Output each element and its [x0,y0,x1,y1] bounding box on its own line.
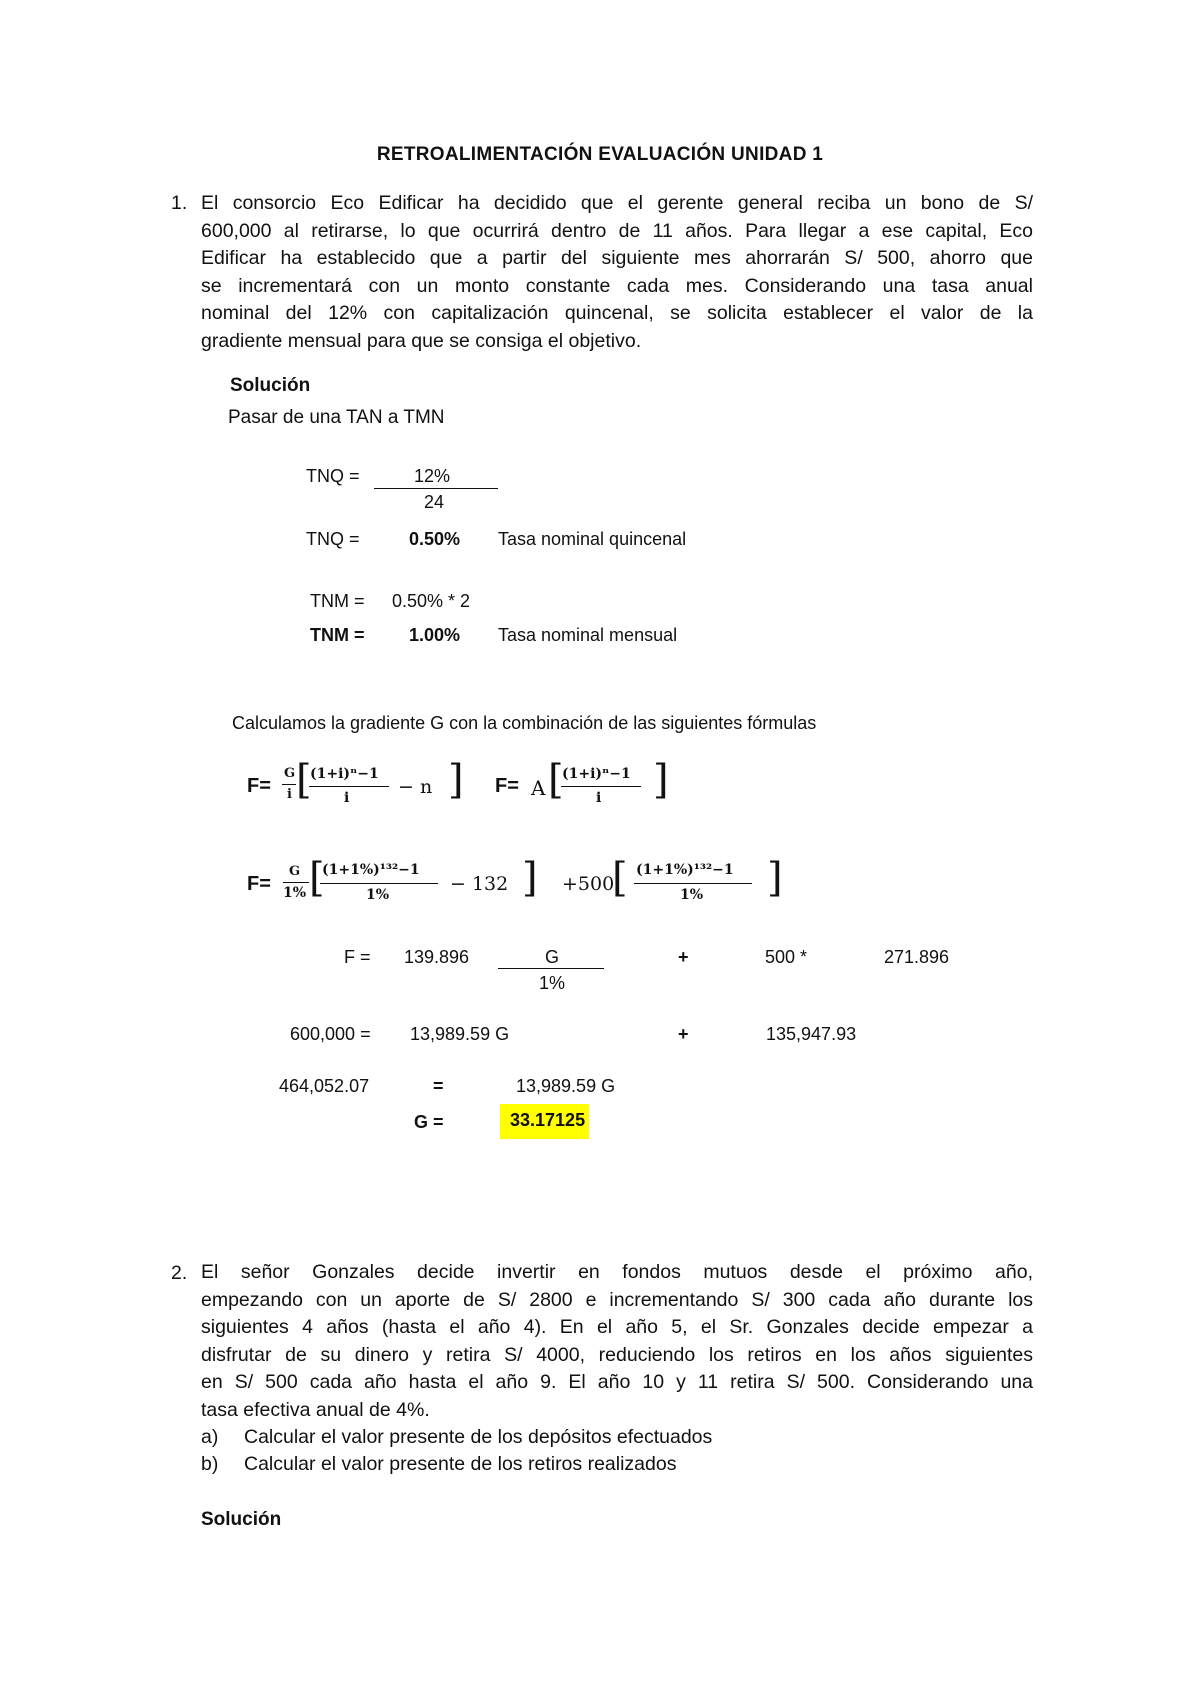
tnq-label: TNQ = [306,466,360,486]
formula-i-den: i [344,790,350,806]
formula2-num: (1+1%)¹³²−1 [322,862,420,878]
question-1-number: 1. [171,192,188,214]
question-2-number: 2. [171,1262,188,1284]
q1-line: Edificar ha establecido que a partir del siguiente mes ahorrarán S/ 500, ahorro que [201,247,1033,269]
solution-1-heading: Solución [230,375,311,396]
q1-line: se incrementará con un monto constante cada mes. Considerando una tasa anual [201,274,1033,297]
formula-minus-n: − n [398,776,433,798]
row3-rhs: 13,989.59 G [516,1076,616,1096]
formula2-minus: − 132 [450,873,509,895]
q2-line: tasa efectiva anual de 4%. [201,1398,430,1421]
row1-g: G [545,947,560,967]
formula-num: (1+i)ⁿ−1 [310,766,379,782]
tnq-denominator: 24 [424,492,445,512]
formula2-bracket-close: ] [653,757,669,803]
tnm2-value: 1.00% [409,625,461,645]
formula2-num-line-b [634,883,752,884]
formula2-g-line [283,882,309,883]
tnq2-label: TNQ = [306,529,360,549]
q1-line: gradiente mensual para que se consiga el objetivo. [201,329,642,352]
formula2-plus500: +500 [562,873,615,895]
formula2-bracket-open: [ [548,757,564,803]
formula2-inner-den-b: 1% [680,887,704,903]
formula-bracket-open: [ [296,757,312,803]
row1-pct: 1% [539,973,566,993]
row3-lhs: 464,052.07 [279,1076,370,1096]
q2-item-a-text: Calcular el valor presente de los depósitos efectuados [244,1426,713,1448]
row4-lhs: G = [414,1112,444,1132]
q2-item-a-label: a) [201,1426,219,1448]
formula4-bracket-close: ] [767,855,783,901]
formula-g-line [282,784,296,785]
tnm-label: TNM = [310,591,365,611]
page-title: RETROALIMENTACIÓN EVALUACIÓN UNIDAD 1 [376,144,824,165]
row1-f: F = [344,947,371,967]
formula2-g: G [289,864,301,879]
formula-num-line [309,786,389,787]
row1-value: 139.896 [404,947,470,967]
q1-line: nominal del 12% con capitalización quincenal, se solicita establecer el valor de la [201,302,1033,324]
formula4-bracket-open: [ [612,855,628,901]
formula2-num-b: (1+1%)¹³²−1 [636,862,734,878]
tnm2-label: TNM = [310,625,365,645]
row1-plus: + [678,947,689,967]
formula-a: A [531,776,546,800]
formula-f2-eq: F= [495,775,519,797]
tnm2-description: Tasa nominal mensual [498,625,678,645]
row2-rhs: 135,947.93 [766,1024,857,1044]
q2-item-b-label: b) [201,1453,219,1475]
formula2-num-line [320,883,438,884]
tnq-fraction-line [374,488,498,489]
row2-value: 13,989.59 G [410,1024,510,1044]
q2-item-b-text: Calcular el valor presente de los retiros realizados [244,1453,677,1475]
row2-plus: + [678,1024,689,1044]
row3-eq: = [433,1076,444,1096]
tnq2-value: 0.50% [409,529,461,549]
formula2-den: 1% [283,885,307,901]
formula2-num-line [561,786,641,787]
row2-lhs: 600,000 = [290,1024,371,1044]
formula-i: i [287,787,292,802]
formula2-f-eq: F= [247,873,271,895]
formula2-i-den: i [596,790,602,806]
tnm-expression: 0.50% * 2 [392,591,471,611]
q1-line: 600,000 al retirarse, lo que ocurrirá dentro de 11 años. Para llegar a ese capital, Eco [201,219,1033,242]
calc-intro: Calculamos la gradiente G con la combinación de las siguientes fórmulas [232,713,817,733]
question-2-text [201,1259,1033,1424]
tnq-numerator: 12% [414,466,451,486]
q2-line: empezando con un aporte de S/ 2800 e incrementando S/ 300 cada año durante los [201,1288,1033,1311]
formula3-bracket-close: ] [522,855,538,901]
result-g-value: 33.17125 [500,1104,589,1139]
formula-g: G [284,766,296,781]
row1-fraction-line [498,968,604,969]
q2-line: disfrutar de su dinero y retira S/ 4000, reduciendo los retiros en los años siguientes [201,1343,1033,1366]
solution-1-subheading: Pasar de una TAN a TMN [228,407,445,428]
q2-line: en S/ 500 cada año hasta el año 9. El año 10 y 11 retira S/ 500. Considerando una [201,1371,1033,1393]
question-1-text [201,190,1033,355]
row1-271: 271.896 [884,947,950,967]
formula2-inner-den: 1% [366,887,390,903]
formula-f-eq: F= [247,775,271,797]
formula2-num: (1+i)ⁿ−1 [562,766,631,782]
solution-2-heading: Solución [201,1509,282,1530]
row1-500: 500 * [765,947,808,967]
formula-bracket-close: ] [448,757,464,803]
q2-line: El señor Gonzales decide invertir en fondos mutuos desde el próximo año, [201,1261,1033,1283]
tnq2-description: Tasa nominal quincenal [498,529,687,549]
formula3-bracket-open: [ [309,855,325,901]
q1-line: El consorcio Eco Edificar ha decidido que el gerente general reciba un bono de S/ [201,192,1033,214]
q2-line: siguientes 4 años (hasta el año 4). En el año 5, el Sr. Gonzales decide empezar a [201,1316,1033,1338]
